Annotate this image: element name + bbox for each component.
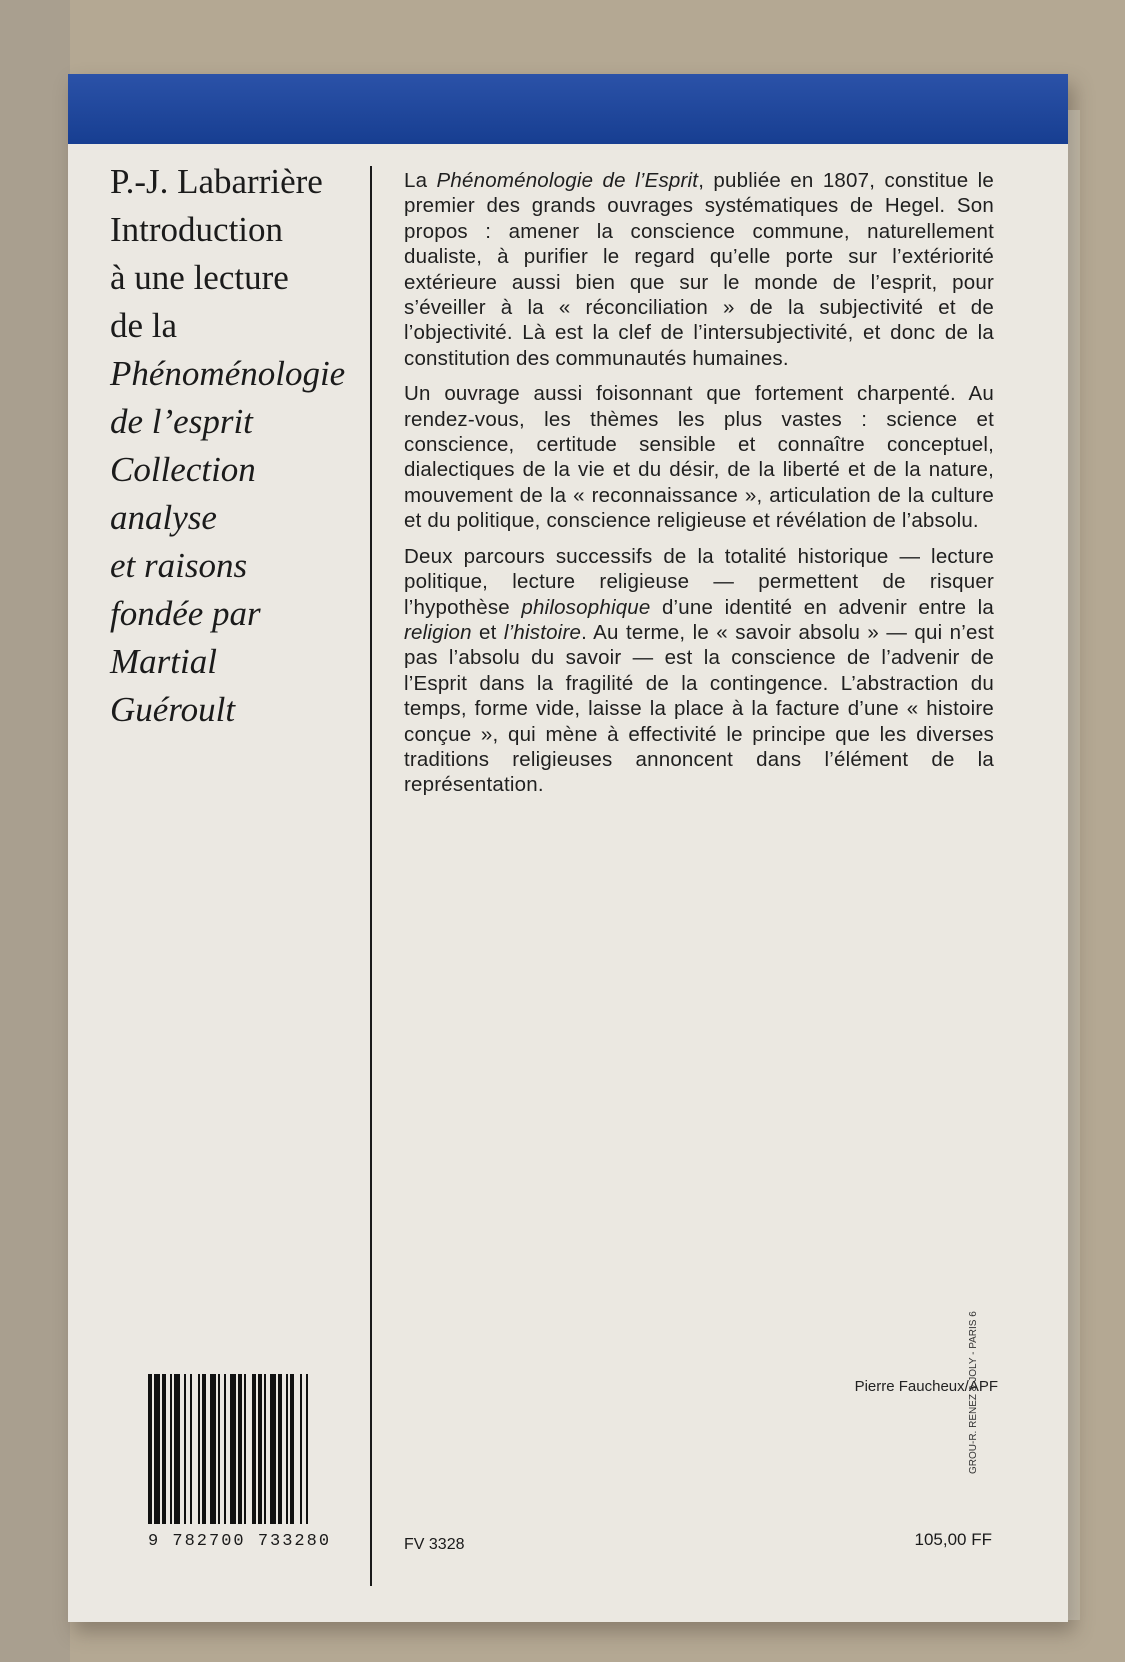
table-surface <box>0 0 70 1662</box>
collection-line: analyse <box>110 498 217 537</box>
price: 105,00 FF <box>914 1530 992 1549</box>
title-italic-line: de l’esprit <box>110 402 253 441</box>
title-block <box>110 158 360 734</box>
barcode-bar <box>170 1374 172 1524</box>
barcode-bar <box>278 1374 282 1524</box>
printer-credit: GROU-R. RENEZ & JOLY - PARIS 6 <box>968 1311 979 1474</box>
title-line: à une lecture <box>110 258 289 297</box>
isbn: 9 782700 733280 <box>148 1532 332 1551</box>
title-italic-line: Phénoménologie <box>110 354 346 393</box>
barcode-bar <box>270 1374 276 1524</box>
catalog-code: FV 3328 <box>404 1536 465 1553</box>
blue-band <box>68 74 1068 144</box>
barcode-bar <box>300 1374 302 1524</box>
barcode-bar <box>230 1374 236 1524</box>
barcode-bar <box>184 1374 186 1524</box>
description-paragraph-1: La Phénoménologie de l’Esprit, publiée en 1807, constitue le premier des grands ouvrages systématiques de Hegel. Son propos : amener la conscience commune, naturellement dualiste, à purifier le regard qu’elle porte sur l’extériorité extérieure aussi bien que sur le monde de l’esprit, pour s’éveiller à la « réconciliation » de la subjectivité et de l’objectivité. Là est la clef de l’intersubjectivité, et donc de la constitution des communautés humaines. <box>404 169 994 370</box>
barcode-bar <box>224 1374 226 1524</box>
barcode-bar <box>244 1374 246 1524</box>
barcode-bar <box>190 1374 192 1524</box>
barcode-bar <box>258 1374 262 1524</box>
barcode-bar <box>218 1374 220 1524</box>
description-paragraph-3: Deux parcours successifs de la totalité historique — lecture politique, lecture religieuse — permettent de risquer l’hypothèse philosophique d’une identité en advenir entre la religion et l’histoire. Au terme, le « savoir absolu » — qui n’est pas l’absolu du savoir — est la conscience de l’advenir de l’Esprit dans la fragilité de la contingence. L’abstraction du temps, forme vide, laisse la place à la facture d’une « histoire conçue », qui mène à effectivité le principe que les diverses traditions religieuses annoncent dans l’élément de la représentation. <box>404 544 995 797</box>
barcode-bar <box>148 1374 152 1524</box>
barcode-bar <box>202 1374 206 1524</box>
collection-line: Guéroult <box>110 690 236 729</box>
vertical-divider <box>370 166 372 1586</box>
book-back-cover <box>68 74 1068 1622</box>
collection-line: Collection <box>110 450 256 489</box>
author: P.-J. Labarrière <box>110 162 323 201</box>
barcode-bar <box>306 1374 308 1524</box>
design-credit: Pierre Faucheux/APF <box>854 1378 998 1395</box>
barcode-bar <box>238 1374 242 1524</box>
barcode-bar <box>162 1374 166 1524</box>
barcode-bar <box>210 1374 216 1524</box>
title-line: Introduction <box>110 210 284 249</box>
barcode-bar <box>154 1374 160 1524</box>
barcode-bar <box>286 1374 288 1524</box>
barcode-bar <box>290 1374 294 1524</box>
collection-line: Martial <box>110 642 217 681</box>
barcode <box>144 1374 344 1534</box>
collection-line: fondée par <box>110 594 261 633</box>
barcode-bar <box>264 1374 266 1524</box>
barcode-bar <box>252 1374 256 1524</box>
barcode-bar <box>198 1374 200 1524</box>
barcode-bar <box>174 1374 180 1524</box>
description-paragraph-2: Un ouvrage aussi foisonnant que fortement charpenté. Au rendez-vous, les thèmes les plus vastes : science et conscience, certitude sensible et connaître conceptuel, dialectiques de la vie et du désir, de la liberté et de la nature, mouvement de la « reconnaissance », articulation de la culture et du politique, conscience religieuse et révélation de l’absolu. <box>404 382 994 533</box>
title-line: de la <box>110 306 178 345</box>
description <box>404 168 994 808</box>
collection-line: et raisons <box>110 546 248 585</box>
